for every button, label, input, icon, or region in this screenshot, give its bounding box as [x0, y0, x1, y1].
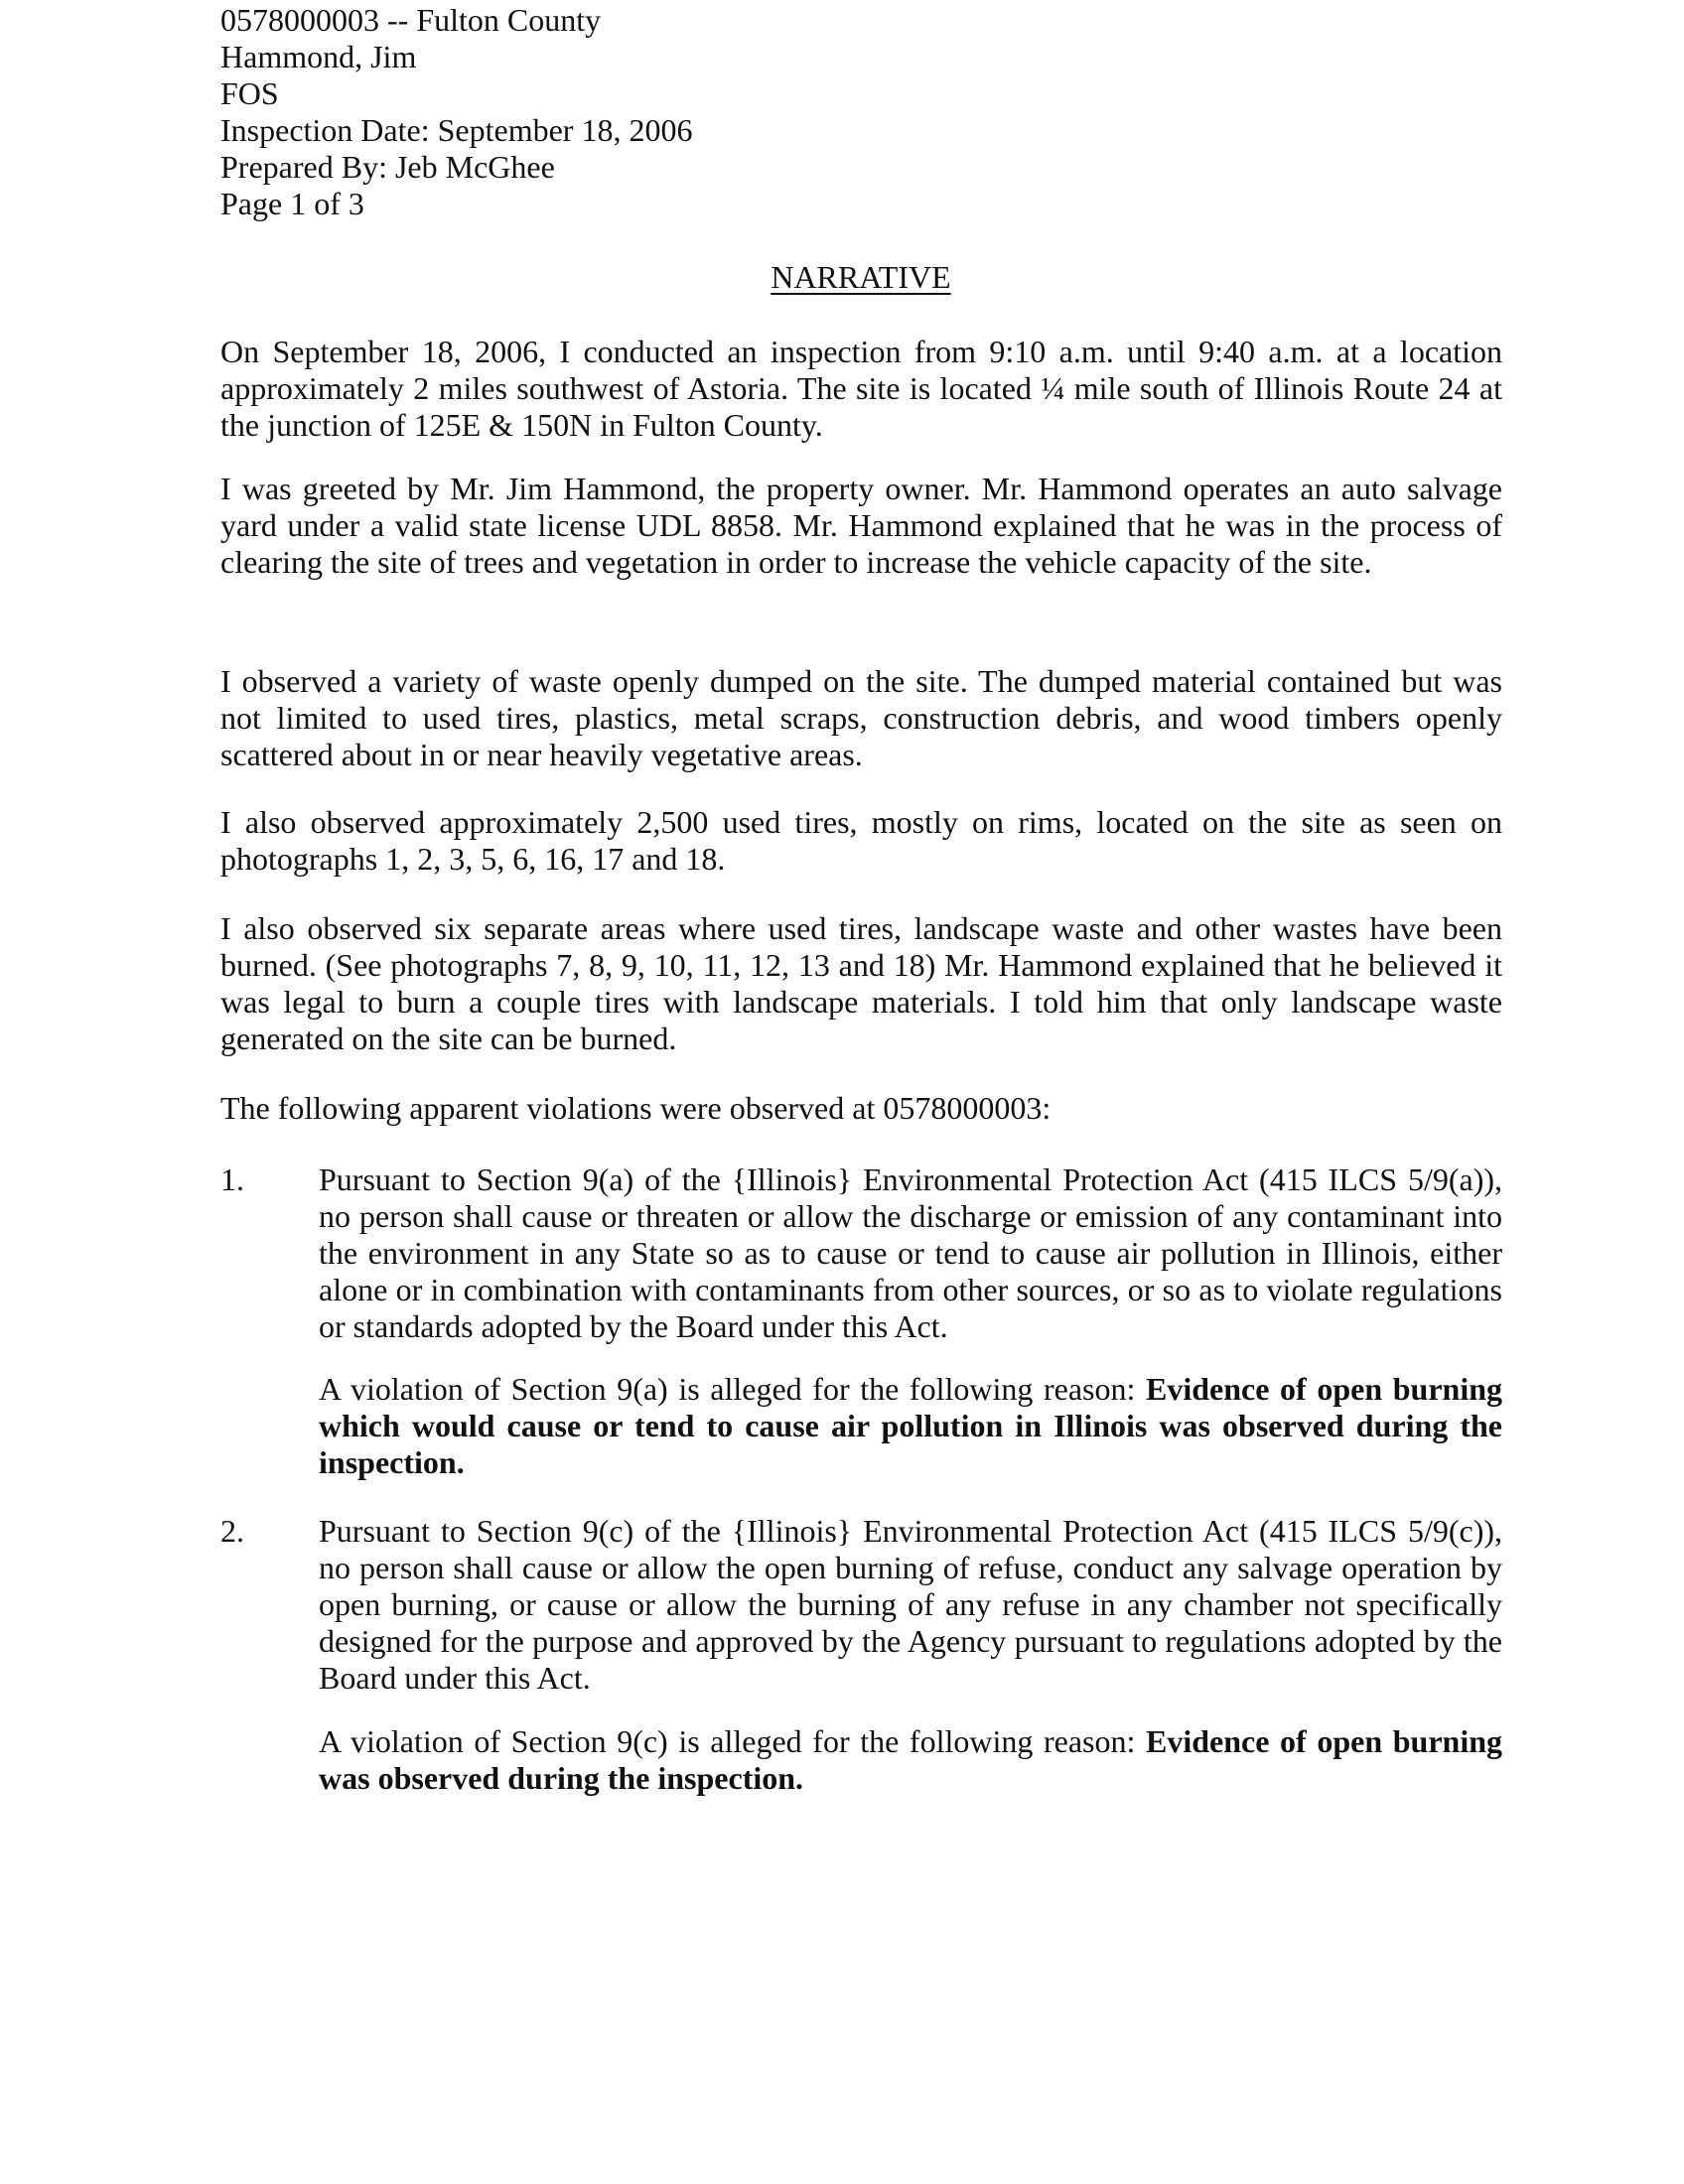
violation-reason-prefix: A violation of Section 9(c) is alleged for the following reason: — [319, 1723, 1146, 1759]
prepared-by-line: Prepared By: Jeb McGhee — [220, 149, 555, 185]
section-title: NARRATIVE — [771, 259, 951, 295]
program-code-line: FOS — [220, 75, 279, 111]
violation-reason-prefix: A violation of Section 9(a) is alleged for the following reason: — [319, 1371, 1146, 1407]
paragraph-greeting: I was greeted by Mr. Jim Hammond, the property owner. Mr. Hammond operates an auto salvage yard under a valid state license UDL 8858. Mr. Hammond explained that he was in the process of clearing the site of trees and vegetation in order to increase the vehicle capacity of the site. — [220, 471, 1502, 580]
paragraph-inspection-details: On September 18, 2006, I conducted an inspection from 9:10 a.m. until 9:40 a.m. at a location approximately 2 miles southwest of Astoria. The site is located ¼ mile south of Illinois Route 24 at the junction of 125E & 150N in Fulton County. — [220, 334, 1502, 443]
violation-reason — [319, 1723, 1502, 1797]
violation-reason-bold: Evidence of open burning which would cause or tend to cause air pollution in Illinois was observed during the inspection. — [319, 1371, 1503, 1480]
violation-reason — [319, 1371, 1502, 1481]
violation-number: 1. — [220, 1161, 244, 1197]
paragraph-violations-intro: The following apparent violations were observed at 0578000003: — [220, 1090, 1052, 1126]
paragraph-tires-observed: I also observed approximately 2,500 used tires, mostly on rims, located on the site as seen on photographs 1, 2, 3, 5, 6, 16, 17 and 18. — [220, 804, 1502, 877]
violation-number: 2. — [220, 1513, 244, 1549]
page-number-line: Page 1 of 3 — [220, 186, 364, 221]
paragraph-burn-areas: I also observed six separate areas where used tires, landscape waste and other wastes have been burned. (See photographs 7, 8, 9, 10, 11, 12, 13 and 18) Mr. Hammond explained that he believed it was legal to burn a couple tires with landscape materials. I told him that only landscape waste generated on the site can be burned. — [220, 910, 1502, 1056]
violation-reason-bold: Evidence of open burning was observed during the inspection. — [319, 1723, 1503, 1796]
document-header — [220, 2, 692, 222]
facility-id-line: 0578000003 -- Fulton County — [220, 2, 602, 38]
paragraph-waste-observed: I observed a variety of waste openly dumped on the site. The dumped material contained but was not limited to used tires, plastics, metal scraps, construction debris, and wood timbers openly scattered about in or near heavily vegetative areas. — [220, 663, 1502, 772]
inspection-date-line: Inspection Date: September 18, 2006 — [220, 112, 693, 148]
violation-statute-text: Pursuant to Section 9(c) of the {Illinois} Environmental Protection Act (415 ILCS 5/9(c)), no person shall cause or allow the open burning of refuse, conduct any salvage operation by open burning, or cause or allow the burning of any refuse in any chamber not specifically designed for the purpose and approved by the Agency pursuant to regulations adopted by the Board under this Act. — [319, 1513, 1502, 1696]
owner-name-line: Hammond, Jim — [220, 39, 417, 74]
violation-statute-text: Pursuant to Section 9(a) of the {Illinois} Environmental Protection Act (415 ILCS 5/9(a)), no person shall cause or threaten or allow the discharge or emission of any contaminant into the environment in any State so as to cause or tend to cause air pollution in Illinois, either alone or in combination with contaminants from other sources, or so as to violate regulations or standards adopted by the Board under this Act. — [319, 1161, 1502, 1344]
